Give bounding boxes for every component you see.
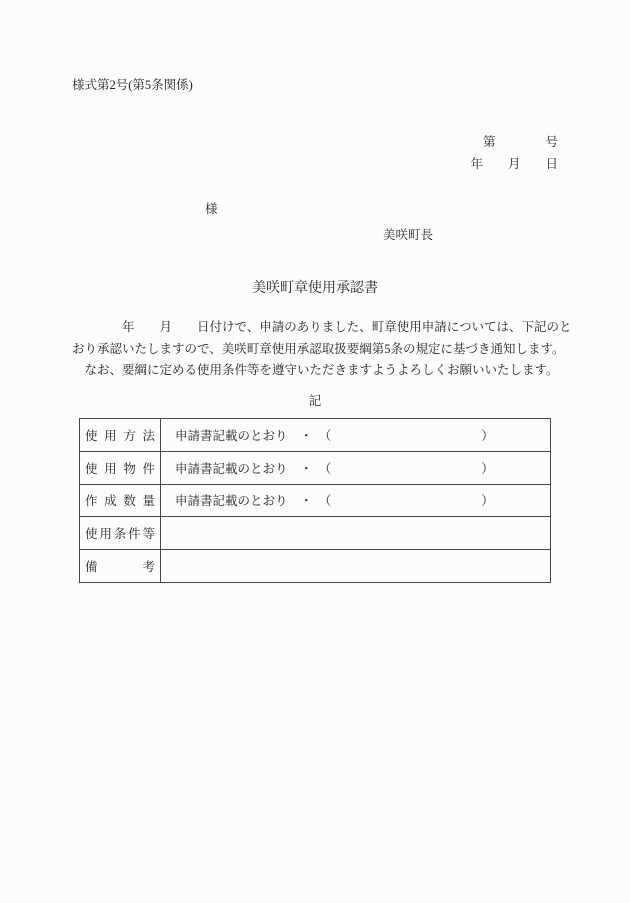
table-row-usage-conditions [80,517,551,550]
row-value [161,550,551,583]
row-value: 申請書記載のとおり ・ （ ） [161,484,551,517]
row-label: 作 成 数 量 [80,484,161,517]
recipient-honorific: 様 [205,202,218,216]
row-label: 使 用 方 法 [80,419,161,452]
sender-name: 美咲町長 [383,228,434,242]
body-line-2: おり承認いたしますので、美咲町章使用承認取扱要綱第5条の規定に基づき通知します。 [72,341,565,356]
approval-table [79,418,551,583]
body-paragraph [72,317,572,382]
row-value: 申請書記載のとおり ・ （ ） [161,451,551,484]
row-label: 使用条件等 [80,517,161,550]
document-number-line: 第 号 [482,135,558,149]
row-value: 申請書記載のとおり ・ （ ） [161,419,551,452]
table-row-production-quantity [80,484,551,517]
ki-marker: 記 [308,394,322,408]
table-row-usage-object [80,451,551,484]
row-label: 使 用 物 件 [80,451,161,484]
document-title: 美咲町章使用承認書 [252,281,378,296]
table-row-usage-method [80,419,551,452]
table-row-remarks [80,550,551,583]
form-number: 様式第2号(第5条関係) [72,78,193,92]
body-line-3: なお、要綱に定める使用条件等を遵守いただきますようよろしくお願いいたします。 [72,363,559,377]
date-line: 年 月 日 [470,157,558,171]
body-line-1: 年 月 日付けで、申請のありました、町章使用申請については、下記のと [72,320,572,334]
row-label: 備 考 [80,550,161,583]
row-value [161,517,551,550]
